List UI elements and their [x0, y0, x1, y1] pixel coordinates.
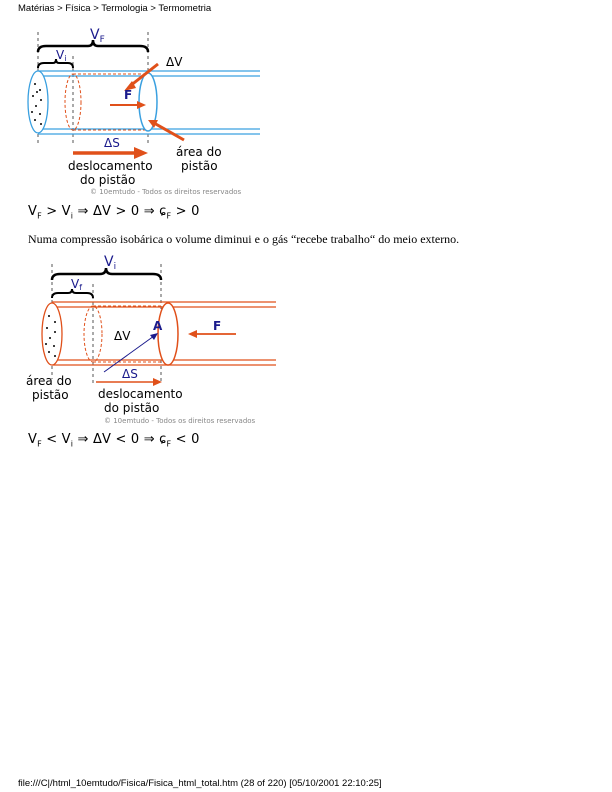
copyright: © 10emtudo - Todos os direitos reservados	[90, 188, 242, 196]
delta-v-label: ΔV	[166, 55, 183, 69]
displacement-line1: deslocamento	[68, 159, 153, 173]
piston-area-line2: pistão	[32, 388, 69, 402]
displacement-line2: do pistão	[80, 173, 136, 187]
delta-v-label: ΔV	[114, 329, 131, 343]
piston-area-line1: área do	[176, 145, 222, 159]
force-label: F	[213, 319, 222, 333]
breadcrumb: Matérias > Física > Termologia > Termometria	[18, 3, 212, 14]
force-label: F	[124, 88, 133, 102]
piston-area-line1: área do	[26, 374, 72, 388]
piston-area-line2: pistão	[181, 159, 218, 173]
expansion-diagram	[26, 26, 266, 196]
equation-expansion: $V_F > V_i$ ⇒ ΔV > 0 ⇒ ɕ$_F$ > 0	[28, 204, 200, 221]
compression-diagram	[26, 254, 282, 424]
displacement-line1: deslocamento	[98, 387, 183, 401]
a-label: A	[153, 319, 163, 333]
footer-url: file:///C|/html_10emtudo/Fisica/Fisica_html_total.htm (28 of 220) [05/10/2001 22:10:25]	[18, 778, 382, 789]
delta-s-label: ΔS	[104, 136, 120, 150]
copyright: © 10emtudo - Todos os direitos reservados	[104, 417, 256, 424]
v-final-label: Vf	[71, 277, 83, 292]
v-initial-label: Vi	[56, 48, 67, 63]
equation-compression: $V_F < V_i$ ⇒ ΔV < 0 ⇒ ɕ$_F$ < 0	[28, 432, 200, 449]
compression-paragraph: Numa compressão isobárica o volume diminui e o gás “recebe trabalho“ do meio externo.	[28, 232, 460, 246]
v-initial-label: $V_i$	[104, 254, 117, 272]
delta-s-label: ΔS	[122, 367, 138, 381]
displacement-line2: do pistão	[104, 401, 160, 415]
v-final-label: $V_F$	[90, 27, 105, 45]
